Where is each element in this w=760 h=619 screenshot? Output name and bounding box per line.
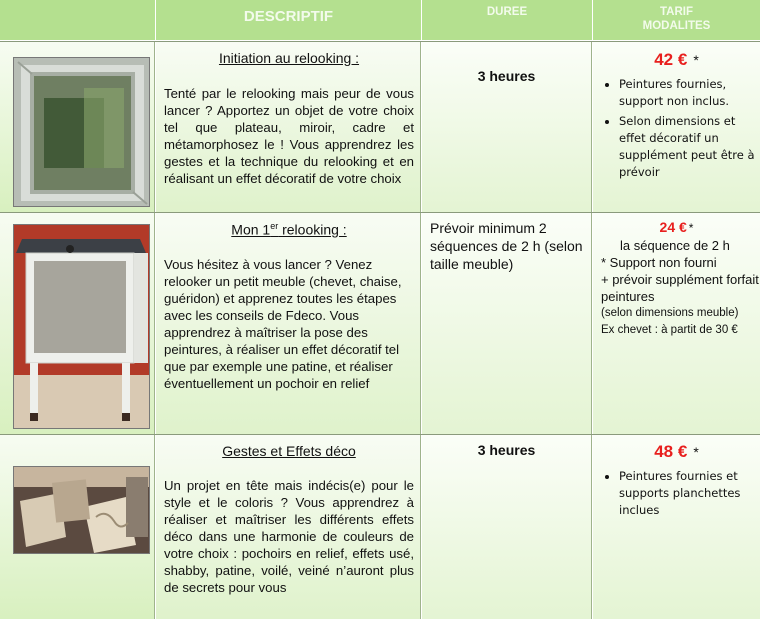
- price-cell: [593, 42, 760, 212]
- price-line: * Support non fourni: [601, 255, 717, 270]
- duration-text: 3 heures: [477, 442, 536, 458]
- price-conditions-list: [593, 76, 760, 181]
- description-cell: [156, 435, 421, 619]
- workshop-title: [164, 221, 414, 238]
- price-cell: [593, 435, 760, 619]
- price-asterisk: *: [693, 52, 699, 68]
- description-cell: [156, 42, 421, 212]
- price-condition-item: • Peintures fournies, support non inclus.: [619, 76, 760, 110]
- header-tarif-label-1: TARIF: [659, 6, 693, 18]
- mirror-frame-photo: [13, 57, 150, 207]
- table-row: [0, 212, 760, 434]
- price-cell: [593, 213, 760, 434]
- price-condition-item: • Selon dimensions et effet décoratif un supplément peut être à prévoir: [619, 113, 760, 181]
- workshop-title: Gestes et Effets déco: [222, 443, 356, 459]
- header-tarif-label-2: MODALITES: [642, 20, 711, 32]
- price-value: 24 €: [659, 219, 687, 235]
- price-line: Ex chevet : à partit de 30 €: [601, 324, 738, 336]
- decor-samples-photo: [13, 466, 150, 554]
- price-value: 48 €: [654, 442, 688, 461]
- workshop-description: Vous hésitez à vous lancer ? Venez relooker un petit meuble (chevet, chaise, guéridon) et apprenez toutes les étapes avec les conseils de Fdeco. Vous apprendrez à maîtriser la pose des peintures, à réaliser un effet décoratif tel que par exemple une patine, et réaliser éventuellement un pochoir en relief: [164, 256, 402, 391]
- workshop-description: Tenté par le relooking mais peur de vous lancer ? Apportez un objet de votre choix tel que plateau, miroir, cadre et métamorphosez le ! Vous apprendrez les gestes et la technique du relooking et en réalisant un effet décoratif de votre choix: [164, 86, 414, 186]
- price-line: (selon dimensions meuble): [601, 307, 739, 319]
- workshop-title-suffix: relooking :: [278, 221, 347, 238]
- header-duree: [422, 0, 592, 40]
- workshop-title: Initiation au relooking :: [218, 50, 360, 66]
- price-asterisk: *: [693, 444, 699, 460]
- workshop-title-superscript: er: [270, 221, 279, 231]
- description-cell: [156, 213, 421, 434]
- duration-cell: [422, 42, 592, 212]
- duration-cell: [422, 435, 592, 619]
- header-descriptif: [156, 0, 421, 40]
- table-row: [0, 41, 760, 212]
- price-condition-item: • Peintures fournies et supports planchettes inclues: [619, 468, 760, 519]
- header-image-cell: [0, 0, 155, 40]
- price-conditions-list: [593, 468, 760, 519]
- header-tarif: [593, 0, 760, 40]
- table-row: [0, 434, 760, 619]
- workshop-title-prefix: Mon 1: [231, 221, 271, 238]
- image-cell: [0, 213, 155, 434]
- header-descriptif-label: DESCRIPTIF: [243, 8, 334, 25]
- workshop-description: Un projet en tête mais indécis(e) pour le style et le coloris ? Vous apprendrez à réaliser et maîtriser les différents effets déco dans une harmonie de couleurs de votre choix : pochoirs en relief, effets usé, shabby, patine, voilé, veiné n’auront plus de secrets pour vous: [164, 478, 414, 595]
- price-asterisk: *: [688, 221, 694, 235]
- image-cell: [0, 435, 155, 619]
- price-line: + prévoir supplément forfait peintures: [601, 272, 759, 304]
- header-duree-label: DUREE: [486, 6, 528, 18]
- price-value: 42 €: [654, 50, 688, 69]
- duration-text: 3 heures: [477, 68, 536, 84]
- price-row: [593, 50, 760, 70]
- duration-cell: [422, 213, 592, 434]
- image-cell: [0, 42, 155, 212]
- price-conditions: [593, 237, 760, 339]
- duration-text: Prévoir minimum 2 séquences de 2 h (selon taille meuble): [430, 220, 583, 272]
- nightstand-photo: [13, 224, 150, 429]
- price-line: la séquence de 2 h: [620, 238, 730, 253]
- price-row: [593, 219, 760, 235]
- price-row: [593, 442, 760, 462]
